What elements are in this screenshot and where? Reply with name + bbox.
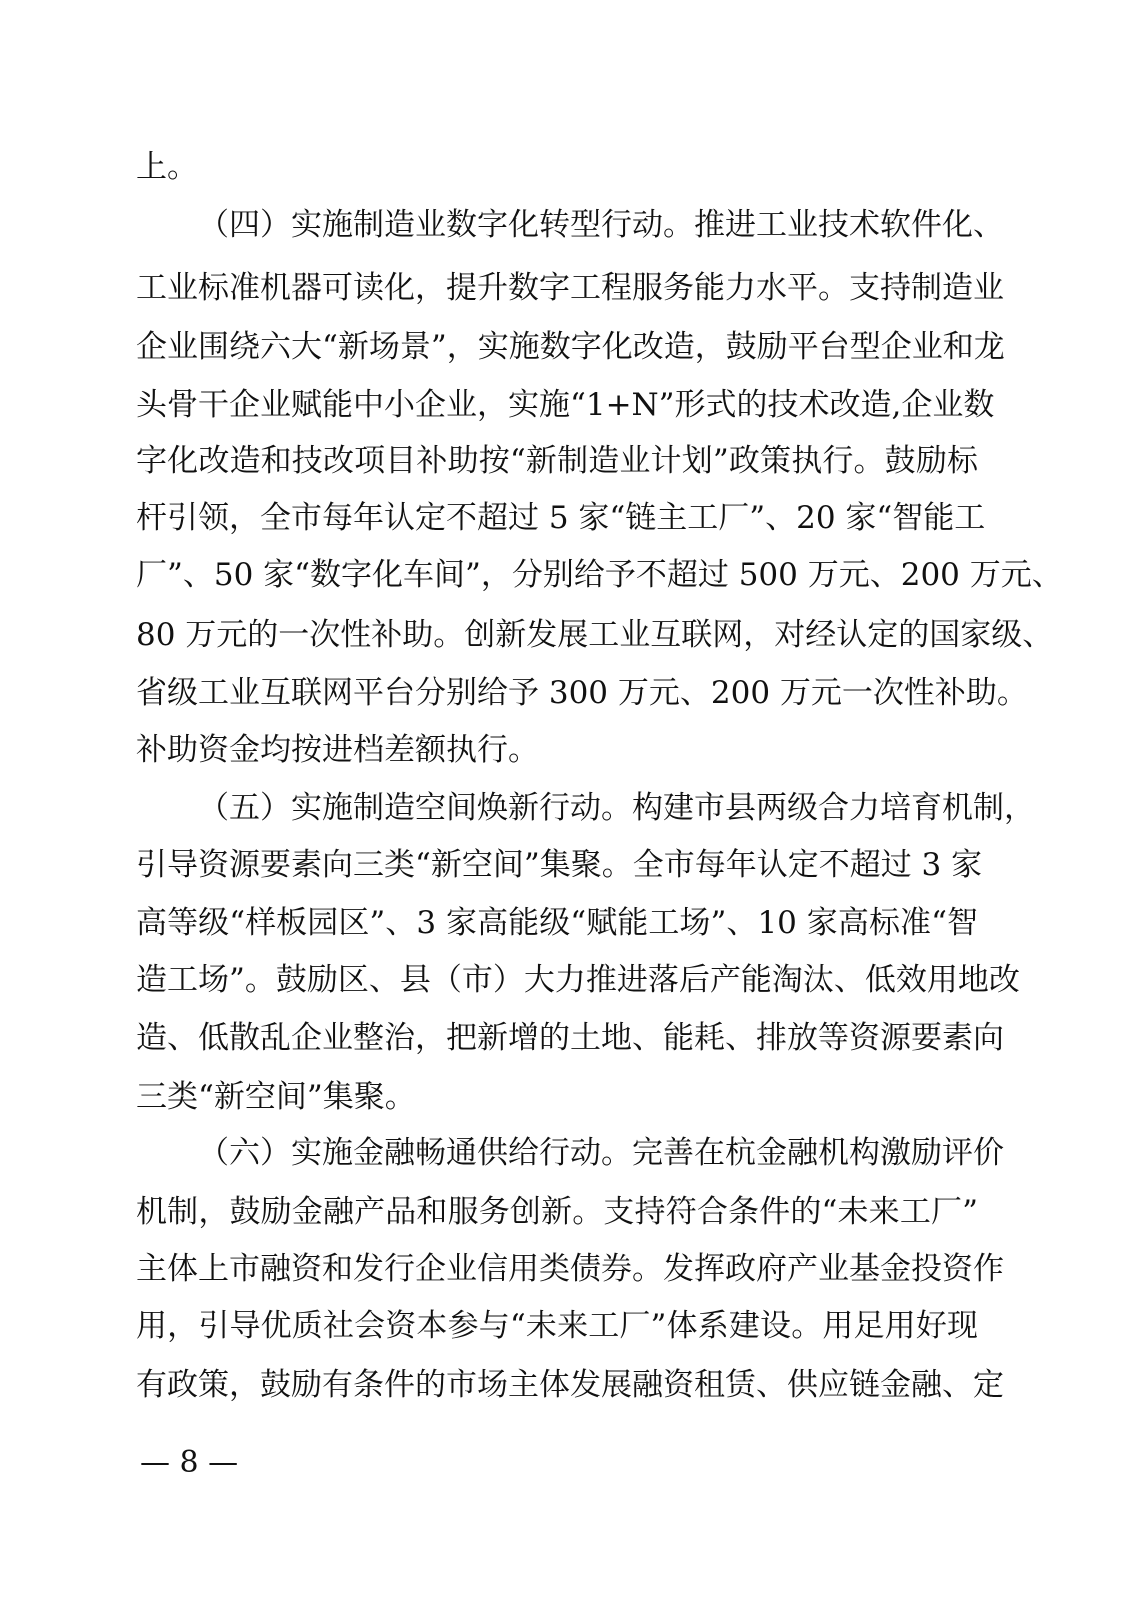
body-text-line: 企业围绕六大“新场景”，实施数字化改造，鼓励平台型企业和龙 bbox=[136, 329, 1005, 365]
body-text-line: 工业标准机器可读化，提升数字工程服务能力水平。支持制造业 bbox=[136, 270, 1004, 306]
body-text-line: 高等级“样板园区”、3 家高能级“赋能工场”、10 家高标准“智 bbox=[136, 905, 978, 941]
section-six-heading-line: （六）实施金融畅通供给行动。完善在杭金融机构激励评价 bbox=[198, 1135, 1004, 1171]
body-text-line: 三类“新空间”集聚。 bbox=[136, 1079, 416, 1115]
body-text-line: 杆引领，全市每年认定不超过 5 家“链主工厂”、20 家“智能工 bbox=[136, 500, 986, 536]
body-text-line: 引导资源要素向三类“新空间”集聚。全市每年认定不超过 3 家 bbox=[136, 847, 983, 883]
section-four-heading-line: （四）实施制造业数字化转型行动。推进工业技术软件化、 bbox=[198, 207, 1004, 243]
body-text-line: 造、低散乱企业整治，把新增的土地、能耗、排放等资源要素向 bbox=[136, 1020, 1004, 1056]
body-text-line: 厂”、50 家“数字化车间”，分别给予不超过 500 万元、200 万元、 bbox=[136, 557, 1063, 593]
body-text-line: 用，引导优质社会资本参与“未来工厂”体系建设。用足用好现 bbox=[136, 1308, 978, 1344]
body-text-line: 头骨干企业赋能中小企业，实施“1+N”形式的技术改造,企业数 bbox=[136, 387, 995, 423]
page-number: — 8 — bbox=[140, 1445, 239, 1480]
body-text-line: 上。 bbox=[136, 149, 198, 185]
body-text-line: 造工场”。鼓励区、县（市）大力推进落后产能淘汰、低效用地改 bbox=[136, 962, 1020, 998]
section-five-heading-line: （五）实施制造空间焕新行动。构建市县两级合力培育机制， bbox=[198, 790, 1035, 826]
body-text-line: 机制，鼓励金融产品和服务创新。支持符合条件的“未来工厂” bbox=[136, 1194, 978, 1230]
body-text-line: 有政策，鼓励有条件的市场主体发展融资租赁、供应链金融、定 bbox=[136, 1367, 1004, 1403]
body-text-line: 字化改造和技改项目补助按“新制造业计划”政策执行。鼓励标 bbox=[136, 443, 978, 479]
body-text-line: 主体上市融资和发行企业信用类债券。发挥政府产业基金投资作 bbox=[136, 1251, 1004, 1287]
body-text-line: 80 万元的一次性补助。创新发展工业互联网，对经认定的国家级、 bbox=[136, 617, 1054, 653]
body-text-line: 省级工业互联网平台分别给予 300 万元、200 万元一次性补助。 bbox=[136, 675, 1028, 711]
body-text-line: 补助资金均按进档差额执行。 bbox=[136, 732, 539, 768]
